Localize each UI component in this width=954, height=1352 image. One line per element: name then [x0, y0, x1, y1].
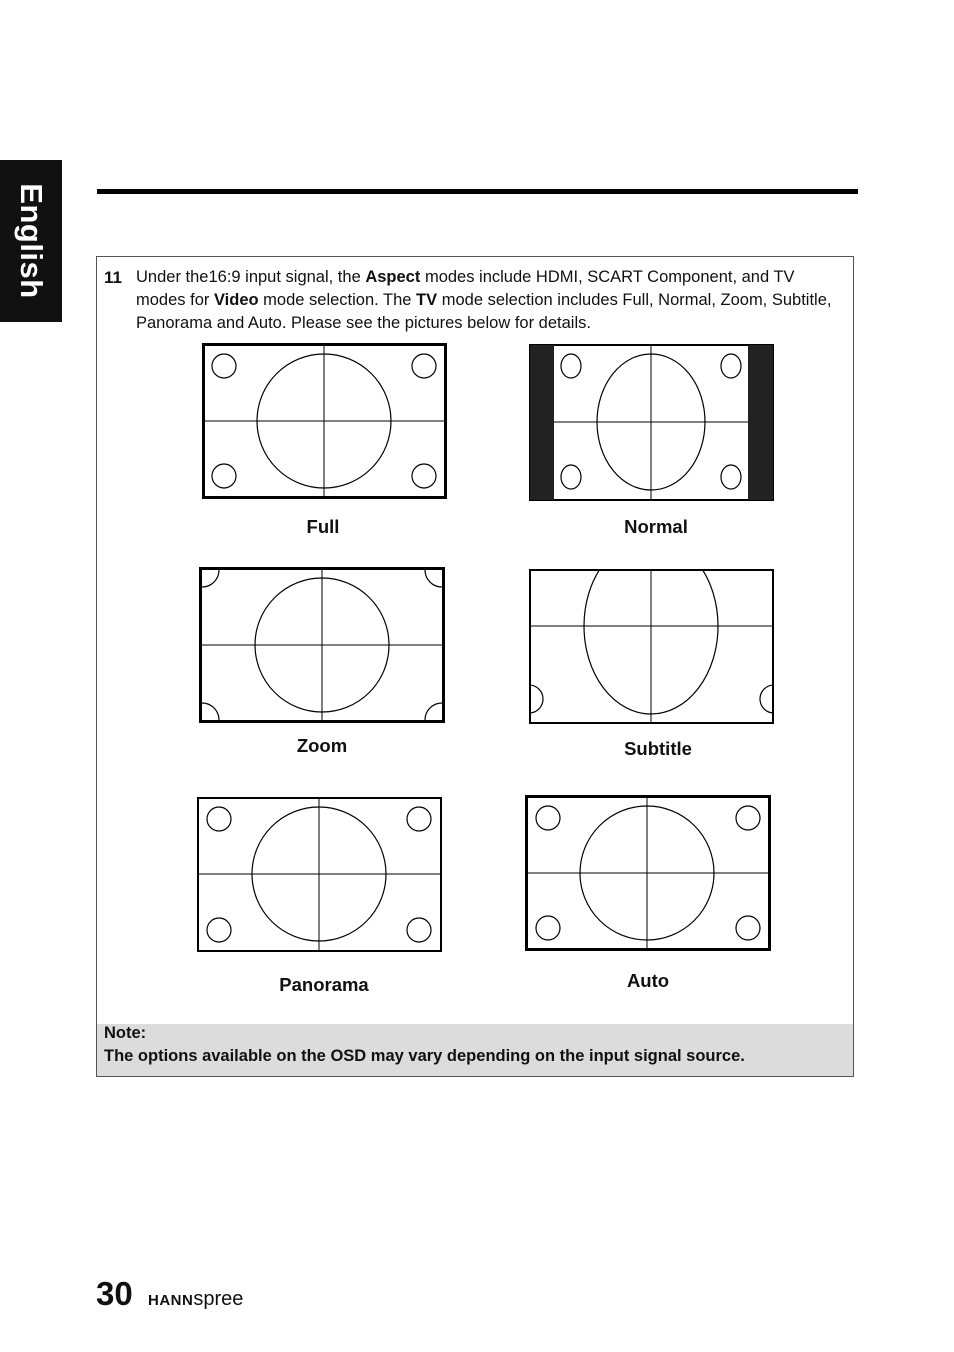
- language-tab: [0, 160, 62, 322]
- panorama-mode-label: Panorama: [279, 974, 369, 995]
- page-number: 30: [96, 1275, 133, 1312]
- note-text: The options available on the OSD may vary depending on the input signal source.: [104, 1047, 745, 1065]
- note-title: Note:: [104, 1024, 147, 1042]
- language-tab-label: English: [14, 183, 49, 299]
- subtitle-mode-diagram: [529, 569, 774, 724]
- full-mode-label: Full: [306, 516, 340, 537]
- auto-mode-label: Auto: [626, 970, 670, 991]
- panorama-mode-diagram: [197, 797, 442, 952]
- full-mode-diagram: [202, 343, 447, 499]
- auto-mode-diagram: [525, 795, 771, 951]
- normal-mode-diagram: [529, 344, 774, 501]
- subtitle-mode-label: Subtitle: [624, 738, 692, 759]
- normal-mode-label: Normal: [624, 516, 688, 537]
- header-rule: [97, 189, 858, 194]
- zoom-mode-label: Zoom: [296, 735, 348, 756]
- step-number: 11: [104, 268, 122, 287]
- brand-logo: HANNspree: [148, 1288, 244, 1310]
- step-description: Under the16:9 input signal, the Aspect modes include HDMI, SCART Component, and TV modes for Video mode selection. The TV mode selection includes Full, Normal, Zoom, Subtitle, Panorama and Auto. Please see the pictures below for details.: [136, 268, 832, 332]
- zoom-mode-diagram: [199, 567, 445, 723]
